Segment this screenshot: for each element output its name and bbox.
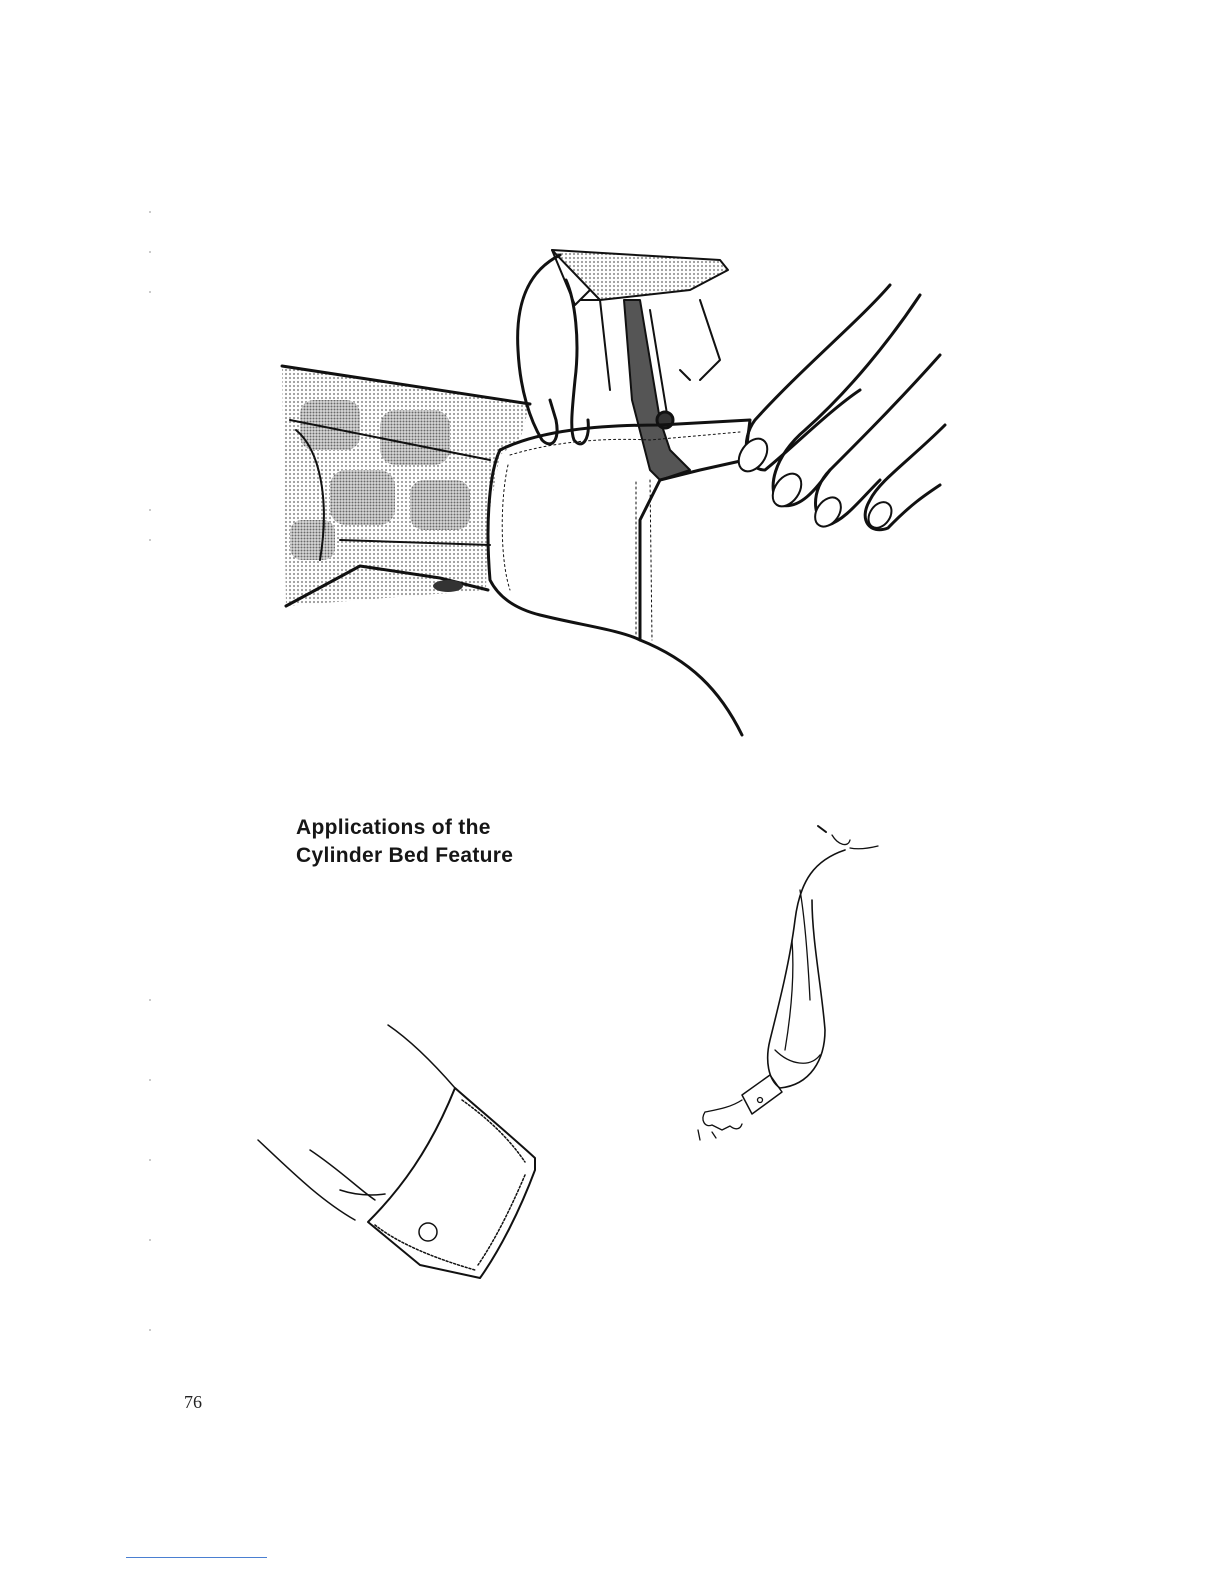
right-hand — [746, 285, 890, 470]
sleeve — [768, 850, 845, 1088]
gathered-sleeve-illustration — [698, 826, 878, 1140]
page-number: 76 — [184, 1392, 202, 1412]
shirt-cuff-illustration — [258, 1025, 535, 1278]
sleeve-cuff — [742, 1075, 782, 1114]
bed-pattern-blob — [300, 400, 360, 450]
sleeve-fabric — [500, 420, 750, 735]
cuff — [368, 1088, 535, 1278]
scan-speckles — [149, 211, 151, 1331]
caption-line-2: Cylinder Bed Feature — [296, 844, 514, 867]
machine-arm — [552, 250, 728, 300]
sewing-machine-illustration — [282, 250, 945, 735]
caption-line-1: Applications of the — [296, 816, 491, 839]
footer-rule — [126, 1557, 267, 1558]
hand — [703, 1100, 742, 1130]
cuff-button — [419, 1223, 437, 1241]
figure-caption — [296, 814, 513, 870]
presser-foot — [624, 300, 690, 480]
